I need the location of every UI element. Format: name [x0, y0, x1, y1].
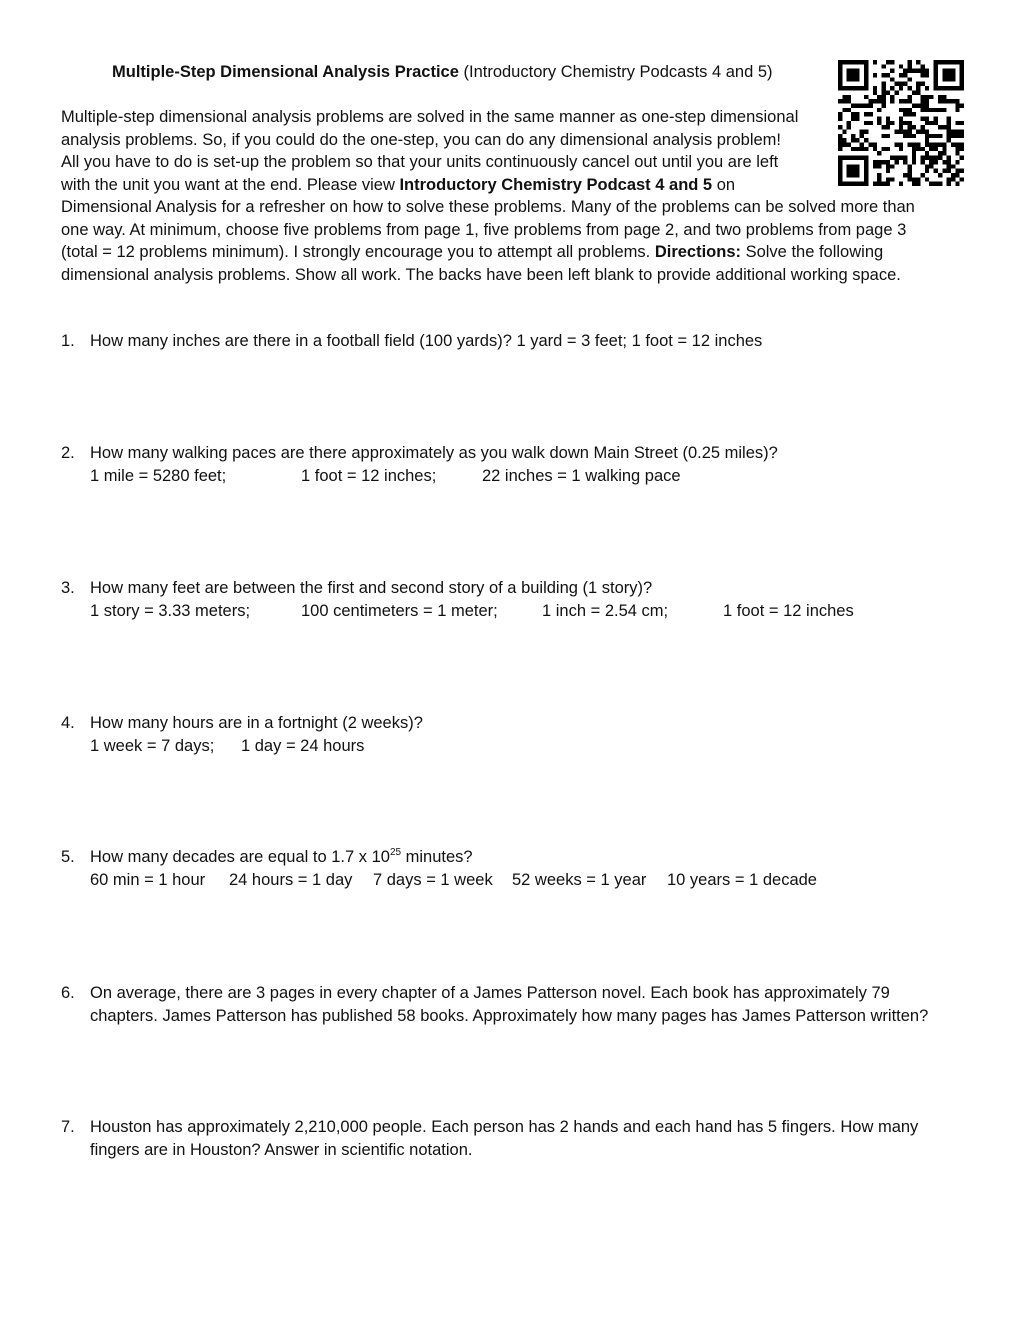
qr-module — [955, 173, 959, 177]
qr-module — [934, 73, 938, 77]
podcast-reference: Introductory Chemistry Podcast 4 and 5 — [399, 175, 713, 194]
qr-module — [847, 60, 851, 64]
question-number: 4. — [61, 714, 75, 732]
qr-module — [864, 60, 868, 64]
qr-module — [890, 86, 894, 90]
qr-module — [916, 82, 920, 86]
qr-module — [908, 86, 912, 90]
qr-module — [838, 69, 842, 73]
question-number: 7. — [61, 1118, 75, 1136]
qr-module — [960, 169, 964, 173]
qr-module — [855, 77, 859, 81]
qr-module — [925, 86, 929, 90]
qr-module — [864, 64, 868, 68]
qr-module — [864, 95, 868, 99]
qr-module — [955, 147, 959, 151]
qr-module — [851, 60, 855, 64]
qr-module — [886, 90, 890, 94]
page-title — [112, 61, 812, 83]
intro-line — [61, 241, 951, 264]
question-number: 6. — [61, 984, 75, 1002]
qr-module — [960, 143, 964, 147]
qr-module — [864, 69, 868, 73]
intro-line: Multiple-step dimensional analysis problems are solved in the same manner as one-step dimensional — [61, 108, 799, 126]
intro-text: (total = 12 problems minimum). I strongly encourage you to attempt all problems. — [61, 243, 655, 261]
qr-module — [947, 77, 951, 81]
qr-module — [951, 73, 955, 77]
qr-module — [881, 95, 885, 99]
qr-module — [908, 95, 912, 99]
conversion-factors — [90, 600, 960, 623]
qr-module — [912, 69, 916, 73]
qr-module — [851, 77, 855, 81]
qr-module — [842, 86, 846, 90]
conversion-factor: 24 hours = 1 day — [229, 870, 353, 889]
qr-module — [960, 177, 964, 181]
conversion-factors — [90, 735, 960, 758]
qr-module — [955, 108, 959, 112]
qr-module — [942, 77, 946, 81]
qr-module — [960, 60, 964, 64]
question-number: 2. — [61, 444, 75, 462]
title-subtitle: (Introductory Chemistry Podcasts 4 and 5) — [458, 63, 773, 81]
conversion-factor: 1 story = 3.33 meters; — [90, 601, 251, 620]
qr-module — [868, 99, 872, 103]
qr-module — [873, 73, 877, 77]
qr-module — [903, 99, 907, 103]
qr-module — [881, 73, 885, 77]
question-number: 5. — [61, 848, 75, 866]
qr-module — [960, 147, 964, 151]
qr-module — [947, 60, 951, 64]
qr-module — [960, 86, 964, 90]
qr-module — [955, 134, 959, 138]
qr-module — [890, 99, 894, 103]
qr-module — [960, 130, 964, 134]
conversion-factor: 60 min = 1 hour — [90, 870, 206, 889]
qr-module — [925, 73, 929, 77]
qr-module — [847, 95, 851, 99]
qr-module — [951, 77, 955, 81]
qr-module — [855, 60, 859, 64]
qr-module — [960, 77, 964, 81]
qr-module — [916, 86, 920, 90]
question-text: How many feet are between the first and second story of a building (1 story)? — [90, 579, 653, 597]
qr-module — [921, 64, 925, 68]
qr-module — [860, 60, 864, 64]
qr-module — [912, 90, 916, 94]
qr-module — [960, 121, 964, 125]
qr-module — [864, 77, 868, 81]
qr-module — [934, 86, 938, 90]
directions-label: Directions: — [654, 243, 741, 261]
qr-module — [955, 143, 959, 147]
intro-line — [61, 174, 951, 197]
qr-module — [951, 86, 955, 90]
qr-module — [929, 95, 933, 99]
qr-module — [890, 69, 894, 73]
qr-module — [938, 99, 942, 103]
question-number: 1. — [61, 332, 75, 350]
qr-module — [873, 99, 877, 103]
qr-module — [873, 60, 877, 64]
conversion-factor: 10 years = 1 decade — [667, 870, 817, 889]
qr-module — [847, 69, 851, 73]
intro-text: with the unit you want at the end. Please view — [61, 175, 400, 194]
qr-module — [934, 64, 938, 68]
conversion-factor: 52 weeks = 1 year — [512, 870, 647, 889]
qr-module — [955, 86, 959, 90]
conversion-factor: 1 foot = 12 inches — [723, 601, 854, 620]
qr-module — [838, 64, 842, 68]
question-text: chapters. James Patterson has published 58 books. Approximately how many pages has James Patterson written? — [90, 1006, 929, 1025]
qr-module — [951, 60, 955, 64]
qr-module — [903, 69, 907, 73]
qr-module — [873, 90, 877, 94]
qr-module — [955, 130, 959, 134]
qr-module — [899, 99, 903, 103]
qr-module — [903, 82, 907, 86]
question-text: Houston has approximately 2,210,000 people. Each person has 2 hands and each hand has 5 fingers. How many — [90, 1118, 919, 1136]
question-number: 3. — [61, 579, 75, 597]
qr-module — [942, 60, 946, 64]
conversion-factors — [90, 465, 960, 488]
qr-module — [960, 69, 964, 73]
qr-module — [947, 73, 951, 77]
qr-module — [851, 86, 855, 90]
qr-module — [873, 86, 877, 90]
qr-module — [942, 73, 946, 77]
qr-module — [877, 99, 881, 103]
qr-module — [881, 82, 885, 86]
qr-module — [864, 86, 868, 90]
qr-module — [955, 160, 959, 164]
qr-module — [838, 86, 842, 90]
exponent: 25 — [389, 846, 402, 858]
qr-module — [842, 95, 846, 99]
conversion-factor: 7 days = 1 week — [373, 870, 493, 889]
qr-module — [886, 73, 890, 77]
qr-module — [838, 99, 842, 103]
qr-module — [855, 73, 859, 77]
qr-module — [951, 173, 955, 177]
qr-module — [847, 99, 851, 103]
question-text: How many inches are there in a football field (100 yards)? 1 yard = 3 feet; 1 foot = 12 inches — [90, 332, 763, 350]
qr-module — [934, 60, 938, 64]
qr-module — [960, 64, 964, 68]
qr-module — [960, 103, 964, 107]
qr-module — [842, 60, 846, 64]
qr-module — [934, 82, 938, 86]
qr-module — [908, 60, 912, 64]
qr-module — [938, 95, 942, 99]
conversion-factor: 100 centimeters = 1 meter; — [301, 601, 498, 620]
qr-module — [899, 64, 903, 68]
qr-module — [934, 77, 938, 81]
qr-module — [925, 95, 929, 99]
qr-module — [908, 69, 912, 73]
qr-module — [955, 103, 959, 107]
intro-text: on — [712, 175, 736, 194]
qr-module — [838, 60, 842, 64]
intro-line: dimensional analysis problems. Show all work. The backs have been left blank to provide additional working space. — [61, 265, 901, 284]
qr-module — [881, 86, 885, 90]
qr-module — [899, 73, 903, 77]
question-text-part: How many decades are equal to 1.7 x 10 — [90, 848, 390, 866]
qr-module — [921, 95, 925, 99]
qr-module — [851, 73, 855, 77]
qr-module — [890, 95, 894, 99]
qr-module — [921, 99, 925, 103]
qr-module — [955, 99, 959, 103]
qr-module — [955, 151, 959, 155]
qr-module — [890, 77, 894, 81]
qr-module — [881, 90, 885, 94]
qr-module — [921, 82, 925, 86]
qr-module — [942, 69, 946, 73]
qr-module — [855, 69, 859, 73]
intro-text: Solve the following — [741, 243, 884, 261]
conversion-factor: 1 foot = 12 inches; — [301, 466, 437, 485]
qr-module — [851, 69, 855, 73]
qr-module — [942, 99, 946, 103]
conversion-factor: 1 day = 24 hours — [241, 736, 365, 755]
qr-module — [864, 73, 868, 77]
qr-module — [908, 64, 912, 68]
conversion-factor: 1 inch = 2.54 cm; — [542, 601, 669, 620]
qr-module — [951, 164, 955, 168]
intro-paragraph — [61, 106, 951, 286]
qr-module — [855, 86, 859, 90]
qr-module — [955, 169, 959, 173]
qr-module — [921, 73, 925, 77]
qr-module — [916, 90, 920, 94]
qr-module — [942, 95, 946, 99]
qr-module — [847, 77, 851, 81]
qr-module — [951, 177, 955, 181]
qr-module — [886, 60, 890, 64]
qr-module — [955, 182, 959, 186]
question-text: On average, there are 3 pages in every chapter of a James Patterson novel. Each book has approximately 79 — [90, 984, 890, 1002]
qr-module — [881, 64, 885, 68]
qr-module — [899, 86, 903, 90]
qr-module — [860, 86, 864, 90]
qr-module — [916, 69, 920, 73]
qr-module — [925, 99, 929, 103]
qr-module — [916, 60, 920, 64]
question-text: How many hours are in a fortnight (2 weeks)? — [90, 714, 423, 732]
qr-module — [838, 82, 842, 86]
qr-module — [890, 60, 894, 64]
qr-module — [877, 95, 881, 99]
qr-module — [903, 73, 907, 77]
qr-module — [847, 73, 851, 77]
qr-module — [908, 99, 912, 103]
qr-module — [947, 69, 951, 73]
qr-module — [960, 134, 964, 138]
qr-module — [847, 86, 851, 90]
qr-module — [951, 130, 955, 134]
qr-module — [908, 77, 912, 81]
qr-module — [960, 73, 964, 77]
qr-module — [942, 86, 946, 90]
qr-module — [934, 69, 938, 73]
conversion-factors — [90, 869, 960, 892]
conversion-factor: 1 week = 7 days; — [90, 736, 215, 755]
intro-line: Dimensional Analysis for a refresher on how to solve these problems. Many of the problems can be solved more than — [61, 198, 915, 216]
qr-module — [951, 134, 955, 138]
qr-module — [951, 143, 955, 147]
qr-module — [921, 69, 925, 73]
title-bold: Multiple-Step Dimensional Analysis Practice — [112, 63, 459, 81]
conversion-factor: 22 inches = 1 walking pace — [482, 466, 681, 485]
qr-module — [951, 69, 955, 73]
question-text: How many walking paces are there approximately as you walk down Main Street (0.25 miles)? — [90, 444, 778, 462]
question-text: fingers are in Houston? Answer in scientific notation. — [90, 1140, 473, 1159]
qr-module — [899, 82, 903, 86]
qr-module — [894, 82, 898, 86]
intro-line: analysis problems. So, if you could do the one-step, you can do any dimensional analysis problem! — [61, 130, 781, 149]
qr-module — [838, 73, 842, 77]
qr-module — [960, 156, 964, 160]
qr-module — [938, 86, 942, 90]
qr-module — [838, 77, 842, 81]
qr-module — [925, 69, 929, 73]
qr-module — [842, 99, 846, 103]
qr-module — [960, 82, 964, 86]
intro-line: All you have to do is set-up the problem so that your units continuously cancel out until you are left — [61, 153, 779, 171]
intro-line: one way. At minimum, choose five problems from page 1, five problems from page 2, and two problems from page 3 — [61, 220, 907, 239]
question-text-part: minutes? — [401, 848, 473, 866]
qr-module — [955, 121, 959, 125]
qr-module — [947, 99, 951, 103]
qr-module — [864, 82, 868, 86]
qr-module — [955, 60, 959, 64]
qr-module — [881, 99, 885, 103]
question-text — [90, 846, 960, 869]
qr-module — [894, 90, 898, 94]
qr-module — [947, 86, 951, 90]
qr-module — [951, 99, 955, 103]
qr-module — [938, 60, 942, 64]
conversion-factor: 1 mile = 5280 feet; — [90, 466, 227, 485]
